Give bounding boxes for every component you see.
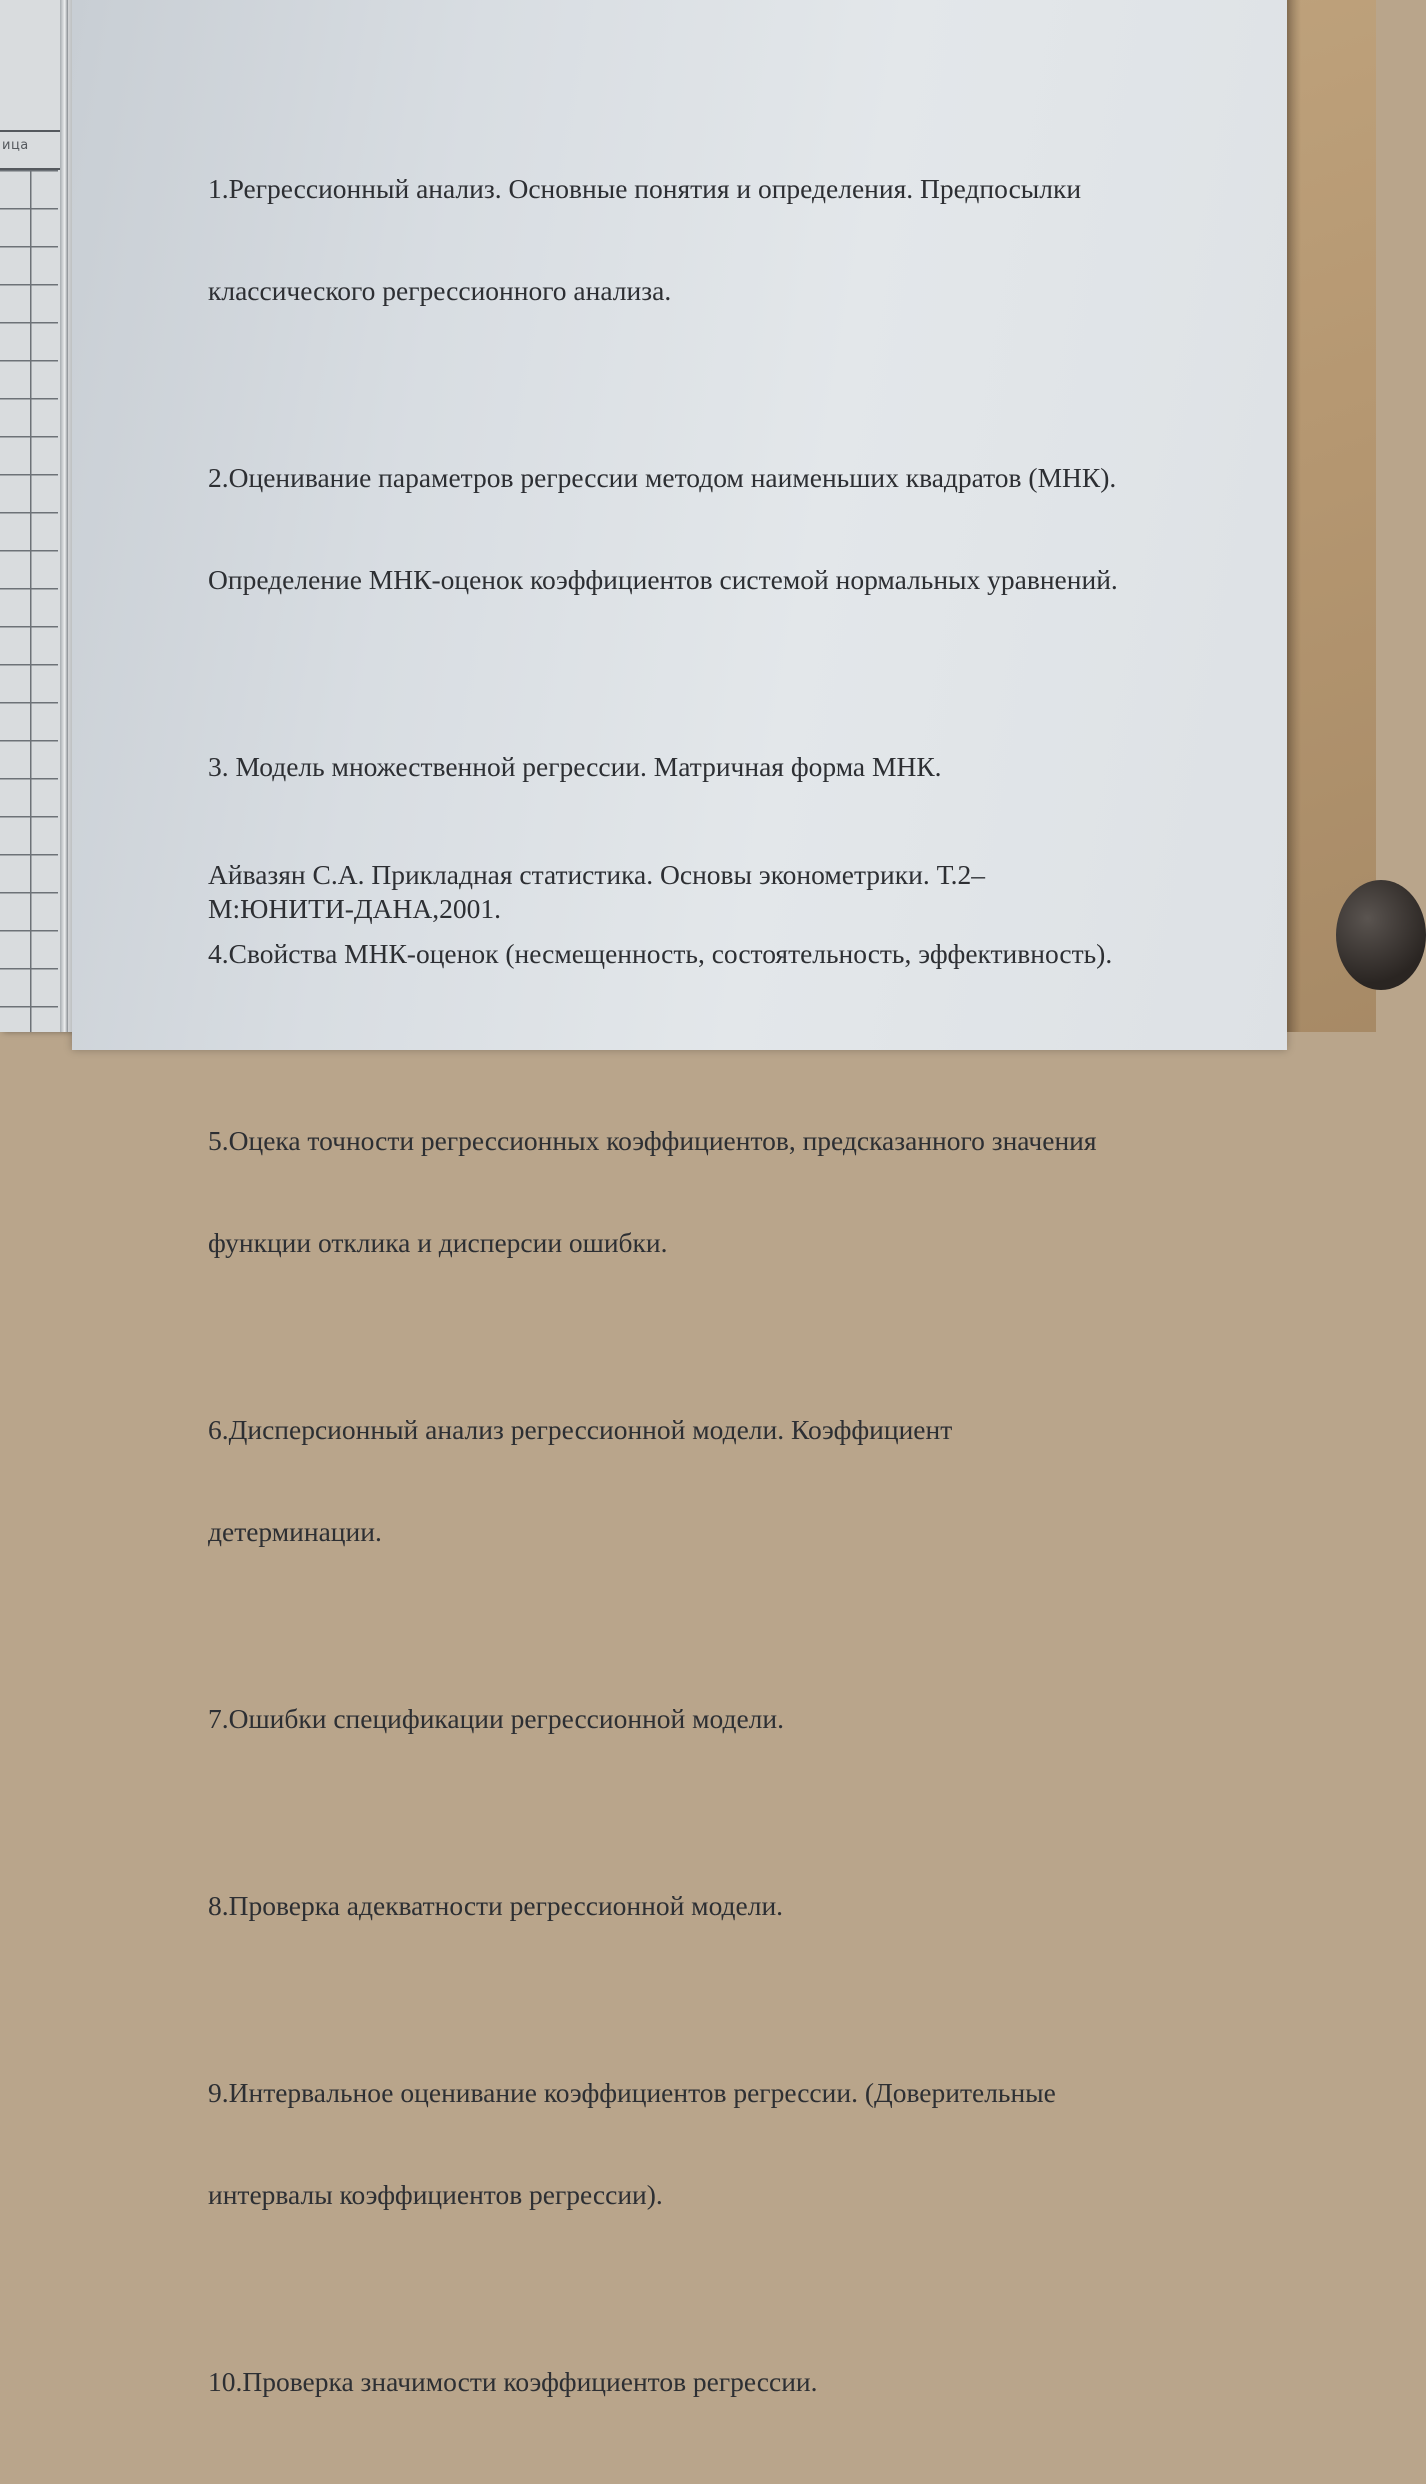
- question-line: интервалы коэффициентов регрессии).: [208, 2179, 663, 2210]
- sheet-shadow: [1287, 0, 1301, 1032]
- question-item-5: [208, 1056, 1218, 1328]
- question-line: Определение МНК-оценок коэффициентов системой нормальных уравнений.: [208, 564, 1118, 595]
- question-item-10: [208, 2297, 1218, 2467]
- bibliography-reference: [208, 858, 1218, 926]
- question-item-9: [208, 2008, 1218, 2280]
- question-line: 2.Оценивание параметров регрессии методом наименьших квадратов (МНК).: [208, 462, 1117, 493]
- question-line: 3. Модель множественной регрессии. Матричная форма МНК.: [208, 751, 942, 782]
- notebook-grid: [0, 170, 58, 1032]
- question-line: детерминации.: [208, 1516, 382, 1547]
- question-item-1: [208, 104, 1218, 376]
- dark-object: [1336, 880, 1426, 990]
- question-line: классического регрессионного анализа.: [208, 275, 672, 306]
- question-item-6: [208, 1345, 1218, 1617]
- question-item-2: [208, 393, 1218, 665]
- question-item-3: [208, 682, 1218, 852]
- question-line: функции отклика и дисперсии ошибки.: [208, 1227, 668, 1258]
- reference-line-2: М:ЮНИТИ-ДАНА,2001.: [208, 893, 501, 924]
- question-line: 5.Оцека точности регрессионных коэффициентов, предсказанного значения: [208, 1125, 1097, 1156]
- question-line: 4.Свойства МНК-оценок (несмещенность, состоятельность, эффективность).: [208, 938, 1113, 969]
- question-line: 1.Регрессионный анализ. Основные понятия и определения. Предпосылки: [208, 173, 1082, 204]
- question-item-7: [208, 1634, 1218, 1804]
- notebook-page-edge: [60, 0, 68, 1032]
- question-list: [208, 104, 1218, 2484]
- reference-line-1: Айвазян С.А. Прикладная статистика. Основы эконометрики. Т.2–: [208, 859, 986, 890]
- question-item-8: [208, 1821, 1218, 1991]
- notebook-header-text: ица: [2, 138, 29, 153]
- question-line: 6.Дисперсионный анализ регрессионной модели. Коэффициент: [208, 1414, 953, 1445]
- question-line: 9.Интервальное оценивание коэффициентов регрессии. (Доверительные: [208, 2077, 1056, 2108]
- question-line: 10.Проверка значимости коэффициентов регрессии.: [208, 2366, 818, 2397]
- question-line: 7.Ошибки спецификации регрессионной модели.: [208, 1703, 784, 1734]
- notebook: [0, 0, 78, 1032]
- question-line: 8.Проверка адекватности регрессионной модели.: [208, 1890, 784, 1921]
